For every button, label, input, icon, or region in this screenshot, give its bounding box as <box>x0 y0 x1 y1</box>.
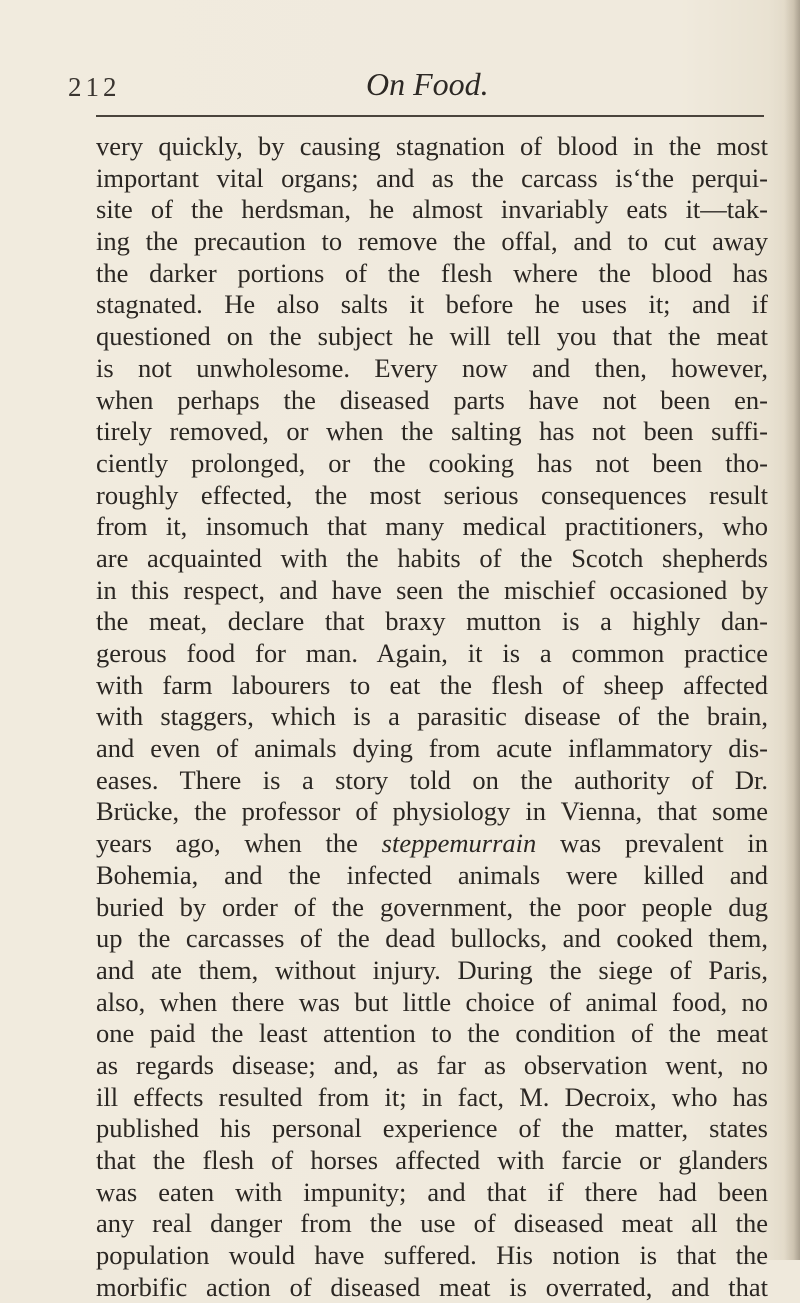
text-line: and even of animals dying from acute inflammatory dis- <box>96 733 768 764</box>
text-line: buried by order of the government, the poor people dug <box>96 891 768 922</box>
text-line: site of the herdsman, he almost invariably eats it—tak- <box>96 194 768 225</box>
text-line: ciently prolonged, or the cooking has not been tho- <box>96 447 768 478</box>
text-line: when perhaps the diseased parts have not been en- <box>96 384 768 415</box>
text-line: as regards disease; and, as far as observation went, no <box>96 1049 768 1080</box>
header-rule <box>96 115 764 117</box>
text-line: important vital organs; and as the carcass isʻthe perqui- <box>96 162 768 193</box>
text-segment: years ago, when the <box>96 828 382 859</box>
text-line: population would have suffered. His notion is that the <box>96 1240 768 1271</box>
text-line-with-italic <box>96 828 768 860</box>
page-number: 212 <box>68 72 121 102</box>
text-line: Bohemia, and the infected animals were killed and <box>96 859 768 890</box>
text-line: Brücke, the professor of physiology in Vienna, that some <box>96 796 768 827</box>
text-line: morbific action of diseased meat is overrated, and that <box>96 1271 768 1302</box>
body-text <box>96 131 768 1303</box>
text-line: from it, insomuch that many medical practitioners, who <box>96 511 768 542</box>
text-line: with farm labourers to eat the flesh of sheep affected <box>96 669 768 700</box>
text-segment: was prevalent in <box>536 828 768 859</box>
text-line: the meat, declare that braxy mutton is a highly dan- <box>96 606 768 637</box>
text-line: up the carcasses of the dead bullocks, and cooked them, <box>96 923 768 954</box>
text-line: eases. There is a story told on the authority of Dr. <box>96 764 768 795</box>
text-line: are acquainted with the habits of the Scotch shepherds <box>96 542 768 573</box>
text-line: published his personal experience of the matter, states <box>96 1113 768 1144</box>
text-line: in this respect, and have seen the mischief occasioned by <box>96 574 768 605</box>
text-line: tirely removed, or when the salting has not been suffi- <box>96 416 768 447</box>
page-header <box>68 52 768 102</box>
text-line: also, when there was but little choice of animal food, no <box>96 986 768 1017</box>
text-line: ill effects resulted from it; in fact, M. Decroix, who has <box>96 1081 768 1112</box>
text-line: very quickly, by causing stagnation of blood in the most <box>96 131 768 161</box>
page-edge-shadow <box>784 0 800 1260</box>
text-line: and ate them, without injury. During the siege of Paris, <box>96 954 768 985</box>
text-line: the darker portions of the flesh where the blood has <box>96 257 768 288</box>
text-line: roughly effected, the most serious consequences result <box>96 479 768 510</box>
text-line: one paid the least attention to the condition of the meat <box>96 1018 768 1049</box>
text-line: stagnated. He also salts it before he uses it; and if <box>96 289 768 320</box>
text-line: ing the precaution to remove the offal, and to cut away <box>96 226 768 257</box>
text-line: gerous food for man. Again, it is a common practice <box>96 638 768 668</box>
text-line: is not unwholesome. Every now and then, however, <box>96 352 768 383</box>
text-line: any real danger from the use of diseased meat all the <box>96 1208 768 1239</box>
italic-term-steppemurrain: steppemurrain <box>381 828 537 859</box>
text-line: that the flesh of horses affected with farcie or glanders <box>96 1145 768 1175</box>
text-line: questioned on the subject he will tell you that the meat <box>96 321 768 352</box>
text-line: was eaten with impunity; and that if there had been <box>96 1176 768 1207</box>
text-line: with staggers, which is a parasitic disease of the brain, <box>96 701 768 732</box>
running-head: On Food. <box>366 66 489 102</box>
